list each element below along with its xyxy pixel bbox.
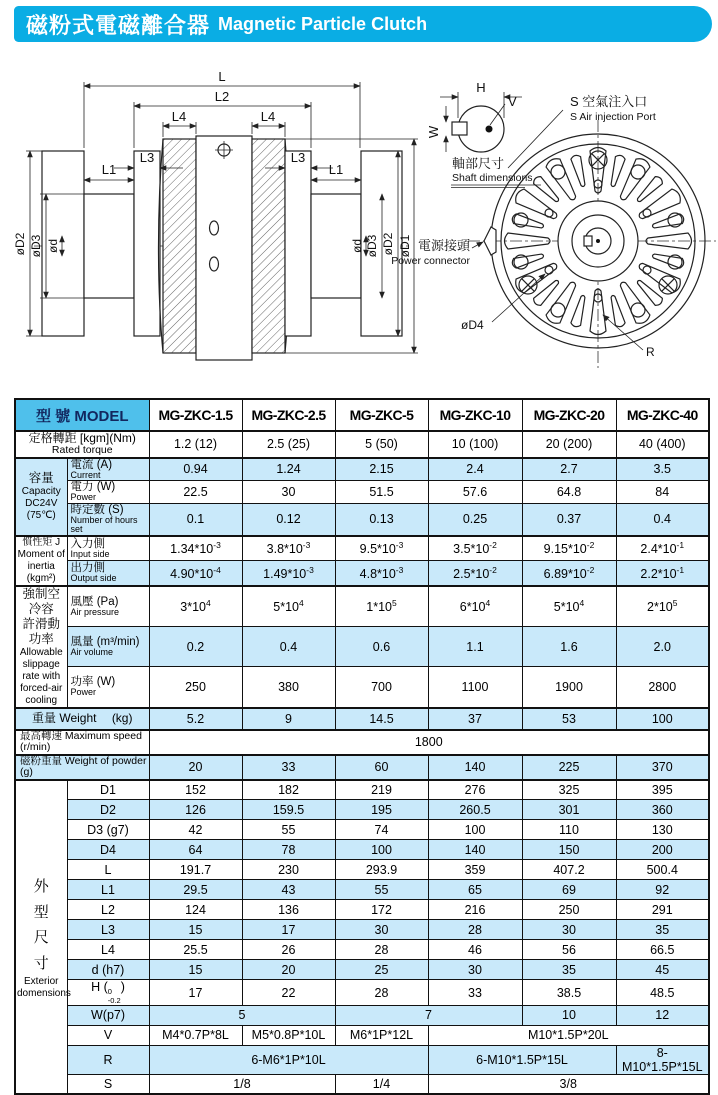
- table-cell: 3/8: [428, 1074, 709, 1094]
- table-cell: 28: [335, 980, 428, 1006]
- table-cell: 12: [616, 1005, 709, 1025]
- model-header-cell: MG-ZKC-1.5: [149, 399, 242, 431]
- row-group-label: 強制空冷容 許滑動功率 Allowable slippage rate with forced-air cooling: [15, 586, 67, 708]
- table-cell: 30: [242, 481, 335, 504]
- dim-label-L: L: [218, 69, 226, 84]
- row-group-label: 慣性矩 J Moment of inertia (kgm²): [15, 536, 67, 586]
- side-view: [13, 69, 418, 360]
- table-cell: 1.24: [242, 458, 335, 481]
- dim-label-L1: L1: [101, 162, 117, 177]
- page-title-zh: 磁粉式電磁離合器: [26, 12, 211, 38]
- page-title-en: Magnetic Particle Clutch: [218, 13, 428, 34]
- table-cell: 29.5: [149, 880, 242, 900]
- table-cell: 15: [149, 920, 242, 940]
- table-cell: 2.0: [616, 627, 709, 667]
- table-cell: 5: [149, 1005, 335, 1025]
- model-header-cell: MG-ZKC-2.5: [242, 399, 335, 431]
- row-label: 風量 (m³/min) Air volume: [67, 627, 149, 667]
- table-cell: 46: [428, 940, 522, 960]
- table-cell: 65: [428, 880, 522, 900]
- table-cell: 20: [149, 755, 242, 780]
- model-header-cell: MG-ZKC-20: [522, 399, 616, 431]
- table-cell: 74: [335, 820, 428, 840]
- table-cell: 225: [522, 755, 616, 780]
- table-cell: 1/4: [335, 1074, 428, 1094]
- table-row: [15, 1005, 709, 1025]
- row-label: R: [67, 1045, 149, 1074]
- dim-label-dD1: øD1: [398, 234, 412, 258]
- row-label: 電力 (W) Power: [67, 481, 149, 504]
- table-cell: $3.8*10^{-3}$: [242, 536, 335, 561]
- table-cell: 37: [428, 708, 522, 730]
- model-header-cell: MG-ZKC-5: [335, 399, 428, 431]
- table-row: [15, 1045, 709, 1074]
- row-label: L1: [67, 880, 149, 900]
- model-header-row: [15, 399, 709, 431]
- shaft-caption-en: Shaft dimensions: [452, 172, 533, 184]
- table-cell: $4.8*10^{-3}$: [335, 561, 428, 586]
- table-cell: 172: [335, 900, 428, 920]
- row-group-label: 容量 Capacity DC24V (75℃): [15, 458, 67, 536]
- row-label: 最高轉速 Maximum speed (r/min): [15, 730, 149, 755]
- table-row: [15, 880, 709, 900]
- row-label: S: [67, 1074, 149, 1094]
- table-row: [15, 503, 709, 535]
- table-cell: 60: [335, 755, 428, 780]
- datasheet-page: [0, 6, 718, 1095]
- row-label: 入力側 Input side: [67, 536, 149, 561]
- row-label: 功率 (W) Power: [67, 667, 149, 708]
- table-cell: 140: [428, 840, 522, 860]
- table-cell: 360: [616, 800, 709, 820]
- row-label: V: [67, 1025, 149, 1045]
- row-label: L4: [67, 940, 149, 960]
- row-label: H ( 0 -0.2 ): [67, 980, 149, 1006]
- model-header-label: 型 號 MODEL: [15, 399, 149, 431]
- table-cell: 2.15: [335, 458, 428, 481]
- row-label: 重量 Weight (kg): [15, 708, 149, 730]
- table-row: [15, 730, 709, 755]
- table-row: [15, 960, 709, 980]
- table-cell: $2.4*10^{-1}$: [616, 536, 709, 561]
- dim-label-W: W: [426, 125, 441, 139]
- dim-label-H: H: [476, 80, 486, 95]
- table-row: [15, 800, 709, 820]
- dim-label-L4: L4: [260, 109, 276, 124]
- dim-label-dD3: øD3: [365, 234, 379, 258]
- table-cell: M6*1P*12L: [335, 1025, 428, 1045]
- table-cell: 219: [335, 780, 428, 800]
- table-cell: 395: [616, 780, 709, 800]
- table-row: [15, 780, 709, 800]
- table-cell: 10 (100): [428, 431, 522, 458]
- table-cell: 42: [149, 820, 242, 840]
- table-cell: 301: [522, 800, 616, 820]
- table-cell: 6-M10*1.5P*15L: [428, 1045, 616, 1074]
- table-cell: 260.5: [428, 800, 522, 820]
- table-cell: 69: [522, 880, 616, 900]
- table-cell: 0.25: [428, 503, 522, 535]
- table-cell: 51.5: [335, 481, 428, 504]
- table-cell: 191.7: [149, 860, 242, 880]
- table-cell: 150: [522, 840, 616, 860]
- table-row: [15, 536, 709, 561]
- row-label: D4: [67, 840, 149, 860]
- table-cell: 20: [242, 960, 335, 980]
- table-row: [15, 920, 709, 940]
- table-cell: 370: [616, 755, 709, 780]
- table-cell: 38.5: [522, 980, 616, 1006]
- table-cell: $2.5*10^{-2}$: [428, 561, 522, 586]
- power-connector-label-en: Power connector: [391, 255, 470, 267]
- table-cell: 159.5: [242, 800, 335, 820]
- table-cell: $1*10^5$: [335, 586, 428, 627]
- table-cell: 126: [149, 800, 242, 820]
- table-cell: 2.4: [428, 458, 522, 481]
- table-cell: $1.49*10^{-3}$: [242, 561, 335, 586]
- dim-label-dD2: øD2: [13, 232, 27, 256]
- table-cell: 64: [149, 840, 242, 860]
- table-cell: 0.94: [149, 458, 242, 481]
- air-port-label-zh: S 空氣注入口: [570, 94, 648, 109]
- table-cell: 0.37: [522, 503, 616, 535]
- table-cell: 8-M10*1.5P*15L: [616, 1045, 709, 1074]
- dim-label-L3: L3: [290, 150, 306, 165]
- table-cell: 195: [335, 800, 428, 820]
- row-label: L: [67, 860, 149, 880]
- table-cell: 110: [522, 820, 616, 840]
- table-cell: M10*1.5P*20L: [428, 1025, 709, 1045]
- table-cell: 14.5: [335, 708, 428, 730]
- table-row: [15, 900, 709, 920]
- table-cell: 100: [428, 820, 522, 840]
- table-row: [15, 1025, 709, 1045]
- table-cell: 200: [616, 840, 709, 860]
- table-cell: 45: [616, 960, 709, 980]
- table-cell: $4.90*10^{-4}$: [149, 561, 242, 586]
- table-cell: 1.2 (12): [149, 431, 242, 458]
- table-cell: 6-M6*1P*10L: [149, 1045, 428, 1074]
- table-cell: 293.9: [335, 860, 428, 880]
- table-cell: $9.5*10^{-3}$: [335, 536, 428, 561]
- table-row: [15, 840, 709, 860]
- table-cell: 1.1: [428, 627, 522, 667]
- table-row: [15, 627, 709, 667]
- table-cell: 359: [428, 860, 522, 880]
- table-cell: 57.6: [428, 481, 522, 504]
- table-cell: 2.7: [522, 458, 616, 481]
- row-label: 磁粉重量 Weight of powder (g): [15, 755, 149, 780]
- dim-label-R: R: [646, 345, 655, 359]
- row-label: 電流 (A) Current: [67, 458, 149, 481]
- table-cell: 276: [428, 780, 522, 800]
- table-cell: 250: [522, 900, 616, 920]
- dim-label-dd: ød: [350, 238, 364, 254]
- table-cell: 0.4: [616, 503, 709, 535]
- table-cell: 0.12: [242, 503, 335, 535]
- row-label: D1: [67, 780, 149, 800]
- table-row: [15, 458, 709, 481]
- table-row: [15, 481, 709, 504]
- table-cell: M5*0.8P*10L: [242, 1025, 335, 1045]
- table-cell: 130: [616, 820, 709, 840]
- table-row: [15, 431, 709, 458]
- table-cell: $2*10^5$: [616, 586, 709, 627]
- table-cell: 700: [335, 667, 428, 708]
- table-cell: $2.2*10^{-1}$: [616, 561, 709, 586]
- table-cell: 5.2: [149, 708, 242, 730]
- table-row: [15, 667, 709, 708]
- table-cell: 64.8: [522, 481, 616, 504]
- dim-label-V: V: [508, 94, 517, 109]
- spec-table: [14, 398, 710, 1095]
- table-cell: 500.4: [616, 860, 709, 880]
- table-cell: 84: [616, 481, 709, 504]
- table-cell: 15: [149, 960, 242, 980]
- table-cell: 55: [335, 880, 428, 900]
- row-label: 風壓 (Pa) Air pressure: [67, 586, 149, 627]
- table-cell: 380: [242, 667, 335, 708]
- row-label: 出力側 Output side: [67, 561, 149, 586]
- table-cell: 25.5: [149, 940, 242, 960]
- table-cell: 1.6: [522, 627, 616, 667]
- table-cell: 216: [428, 900, 522, 920]
- table-cell: 43: [242, 880, 335, 900]
- table-cell: 35: [616, 920, 709, 940]
- table-cell: M4*0.7P*8L: [149, 1025, 242, 1045]
- table-cell: 17: [149, 980, 242, 1006]
- dim-label-dD4: øD4: [461, 318, 484, 332]
- table-cell: 2800: [616, 667, 709, 708]
- row-label: 定格轉距 [kgm](Nm) Rated torque: [15, 431, 149, 458]
- table-cell: 100: [616, 708, 709, 730]
- model-header-cell: MG-ZKC-40: [616, 399, 709, 431]
- table-cell: 0.6: [335, 627, 428, 667]
- table-cell: 33: [428, 980, 522, 1006]
- table-cell: 78: [242, 840, 335, 860]
- table-cell: 92: [616, 880, 709, 900]
- table-cell: 1800: [149, 730, 709, 755]
- table-row: [15, 820, 709, 840]
- table-row: [15, 586, 709, 627]
- shaft-caption-zh: 軸部尺寸: [452, 156, 505, 171]
- table-cell: 140: [428, 755, 522, 780]
- table-cell: 9: [242, 708, 335, 730]
- table-cell: 55: [242, 820, 335, 840]
- table-cell: 5 (50): [335, 431, 428, 458]
- dim-label-dd: ød: [46, 238, 60, 254]
- table-cell: 22: [242, 980, 335, 1006]
- table-row: [15, 860, 709, 880]
- shaft-dimensions-inset: [426, 80, 541, 188]
- table-cell: 10: [522, 1005, 616, 1025]
- table-cell: 30: [428, 960, 522, 980]
- table-cell: $3*10^4$: [149, 586, 242, 627]
- table-cell: $5*10^4$: [242, 586, 335, 627]
- row-label: W(p7): [67, 1005, 149, 1025]
- dim-label-L2: L2: [214, 89, 230, 104]
- page-header-banner: [14, 6, 712, 42]
- row-label: d (h7): [67, 960, 149, 980]
- table-cell: 33: [242, 755, 335, 780]
- table-cell: $1.34*10^{-3}$: [149, 536, 242, 561]
- table-cell: 291: [616, 900, 709, 920]
- table-cell: 325: [522, 780, 616, 800]
- power-connector-label-zh: 電源接頭: [417, 238, 470, 253]
- table-cell: 30: [522, 920, 616, 940]
- dim-label-L4: L4: [171, 109, 187, 124]
- table-cell: 182: [242, 780, 335, 800]
- table-cell: $5*10^4$: [522, 586, 616, 627]
- table-cell: 0.2: [149, 627, 242, 667]
- table-cell: 100: [335, 840, 428, 860]
- dim-label-dD2: øD2: [381, 232, 395, 256]
- table-cell: 250: [149, 667, 242, 708]
- table-cell: $6*10^4$: [428, 586, 522, 627]
- table-cell: 0.4: [242, 627, 335, 667]
- row-label: D3 (g7): [67, 820, 149, 840]
- table-row: [15, 561, 709, 586]
- table-cell: 53: [522, 708, 616, 730]
- table-cell: 0.13: [335, 503, 428, 535]
- table-row: [15, 708, 709, 730]
- table-cell: 66.5: [616, 940, 709, 960]
- technical-drawing: [0, 46, 718, 394]
- table-cell: 230: [242, 860, 335, 880]
- table-row: [15, 980, 709, 1006]
- table-cell: 0.1: [149, 503, 242, 535]
- air-port-label-en: S Air injection Port: [570, 111, 656, 123]
- row-label: L3: [67, 920, 149, 940]
- table-cell: $3.5*10^{-2}$: [428, 536, 522, 561]
- table-row: [15, 755, 709, 780]
- table-cell: 28: [335, 940, 428, 960]
- dim-label-dD3: øD3: [29, 234, 43, 258]
- table-cell: $6.89*10^{-2}$: [522, 561, 616, 586]
- table-cell: 7: [335, 1005, 522, 1025]
- table-cell: 1900: [522, 667, 616, 708]
- table-row: [15, 1074, 709, 1094]
- table-cell: 1100: [428, 667, 522, 708]
- row-group-label: 外 型 尺 寸 Exterior domensions: [15, 780, 67, 1095]
- table-cell: 1/8: [149, 1074, 335, 1094]
- row-label: D2: [67, 800, 149, 820]
- table-cell: 40 (400): [616, 431, 709, 458]
- table-cell: 407.2: [522, 860, 616, 880]
- table-cell: 3.5: [616, 458, 709, 481]
- table-row: [15, 940, 709, 960]
- model-header-cell: MG-ZKC-10: [428, 399, 522, 431]
- table-cell: 30: [335, 920, 428, 940]
- table-cell: 25: [335, 960, 428, 980]
- table-cell: 20 (200): [522, 431, 616, 458]
- dim-label-L1: L1: [328, 162, 344, 177]
- table-cell: 22.5: [149, 481, 242, 504]
- table-cell: 152: [149, 780, 242, 800]
- row-label: L2: [67, 900, 149, 920]
- table-cell: 17: [242, 920, 335, 940]
- table-cell: 48.5: [616, 980, 709, 1006]
- table-cell: 124: [149, 900, 242, 920]
- table-cell: $9.15*10^{-2}$: [522, 536, 616, 561]
- table-cell: 35: [522, 960, 616, 980]
- table-cell: 56: [522, 940, 616, 960]
- dim-label-L3: L3: [139, 150, 155, 165]
- table-cell: 2.5 (25): [242, 431, 335, 458]
- row-label: 時定數 (S) Number of hours set: [67, 503, 149, 535]
- table-cell: 28: [428, 920, 522, 940]
- table-cell: 26: [242, 940, 335, 960]
- table-cell: 136: [242, 900, 335, 920]
